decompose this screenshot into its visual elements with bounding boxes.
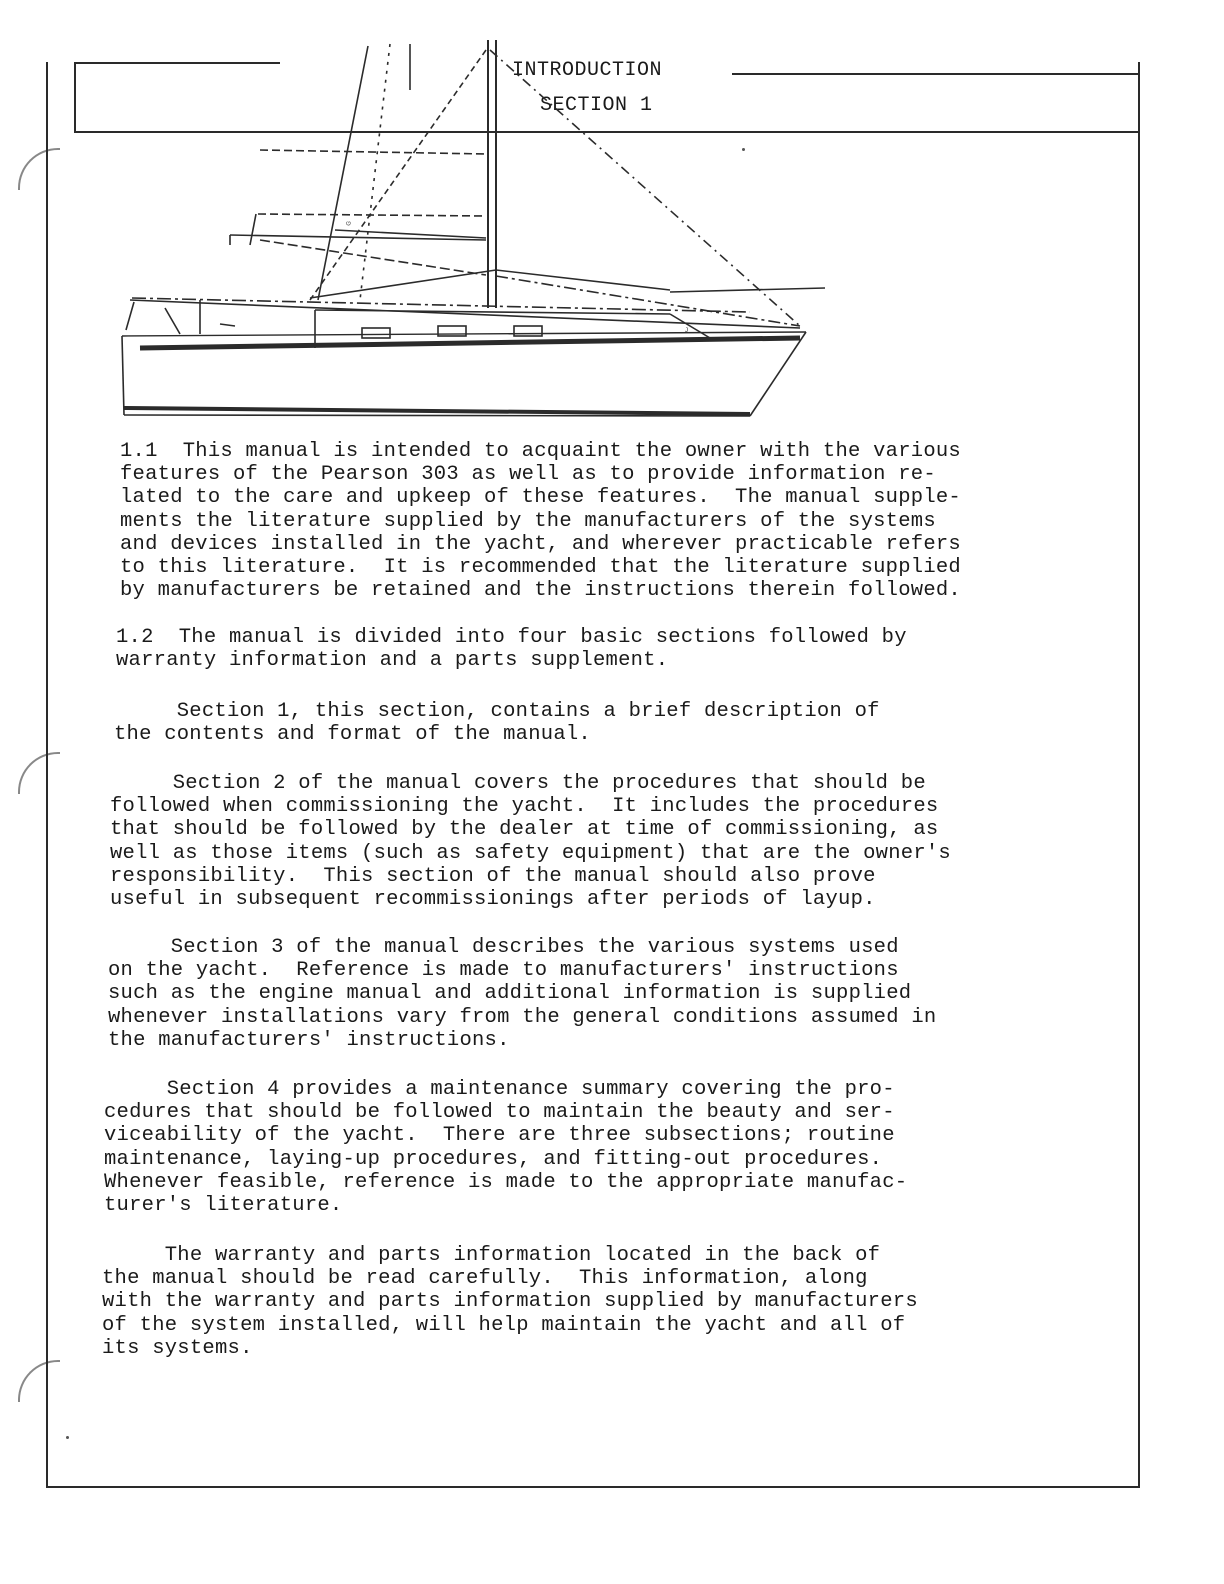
paragraph-section-2 (110, 772, 951, 911)
paragraph-section-4 (104, 1078, 907, 1217)
paragraph-line: the manual should be read carefully. This information, along (102, 1267, 868, 1291)
paragraph-line: of the system installed, will help maintain the yacht and all of (102, 1313, 906, 1337)
paragraph-1-1 (120, 440, 961, 602)
paragraph-line: Section 4 provides a maintenance summary covering the pro- (104, 1078, 895, 1101)
paragraph-line: with the warranty and parts information supplied by manufacturers (102, 1290, 918, 1314)
svg-text:G: G (346, 220, 353, 227)
paragraph-line: the contents and format of the manual. (114, 723, 591, 747)
paragraph-section-3 (108, 936, 936, 1052)
paragraph-line: to this literature. It is recommended that the literature supplied (120, 556, 961, 580)
frame-left-upper-rule (74, 62, 76, 132)
paragraph-line: turer's literature. (104, 1194, 343, 1218)
paragraph-1-2 (116, 626, 907, 672)
paragraph-line: 1.1 This manual is intended to acquaint the owner with the various (120, 440, 961, 463)
paragraph-line: lated to the care and upkeep of these features. The manual supple- (120, 486, 961, 510)
paragraph-line: the manufacturers' instructions. (108, 1028, 510, 1052)
paragraph-warranty (102, 1244, 918, 1360)
paragraph-line: cedures that should be followed to maintain the beauty and ser- (104, 1101, 895, 1125)
paragraph-line: warranty information and a parts supplement. (116, 649, 669, 673)
paragraph-line: by manufacturers be retained and the instructions therein followed. (120, 579, 961, 603)
paragraph-line: The warranty and parts information located in the back of (102, 1244, 881, 1267)
paragraph-line: 1.2 The manual is divided into four basic sections followed by (116, 626, 907, 649)
header-title: INTRODUCTION (512, 59, 663, 82)
paragraph-line: well as those items (such as safety equipment) that are the owner's (110, 841, 951, 865)
paragraph-line: its systems. (102, 1336, 253, 1360)
paragraph-line: Section 2 of the manual covers the procedures that should be (110, 772, 926, 795)
sailboat-profile-drawing-icon (110, 30, 840, 430)
header-section: SECTION 1 (540, 94, 653, 117)
paragraph-line: responsibility. This section of the manual should also prove (110, 864, 876, 888)
svg-text:J: J (685, 328, 688, 334)
paragraph-line: Section 1, this section, contains a brief description of (114, 700, 880, 723)
paragraph-line: ments the literature supplied by the manufacturers of the systems (120, 509, 936, 533)
paragraph-line: such as the engine manual and additional information is supplied (108, 982, 912, 1006)
paragraph-line: Section 3 of the manual describes the various systems used (108, 936, 899, 959)
paragraph-line: and devices installed in the yacht, and wherever practicable refers (120, 532, 961, 556)
paragraph-section-1 (114, 700, 880, 746)
paragraph-line: viceability of the yacht. There are three subsections; routine (104, 1124, 895, 1148)
paragraph-line: followed when commissioning the yacht. It includes the procedures (110, 795, 939, 819)
paragraph-line: features of the Pearson 303 as well as to provide information re- (120, 463, 936, 487)
paragraph-line: maintenance, laying-up procedures, and fitting-out procedures. (104, 1147, 883, 1171)
scan-speck (742, 148, 745, 151)
paragraph-line: on the yacht. Reference is made to manufacturers' instructions (108, 959, 899, 983)
paragraph-line: whenever installations vary from the general conditions assumed in (108, 1005, 937, 1029)
paragraph-line: useful in subsequent recommissionings after periods of layup. (110, 888, 876, 912)
paragraph-line: Whenever feasible, reference is made to the appropriate manufac- (104, 1170, 908, 1194)
scan-speck (66, 1436, 69, 1439)
paragraph-line: that should be followed by the dealer at time of commissioning, as (110, 818, 939, 842)
